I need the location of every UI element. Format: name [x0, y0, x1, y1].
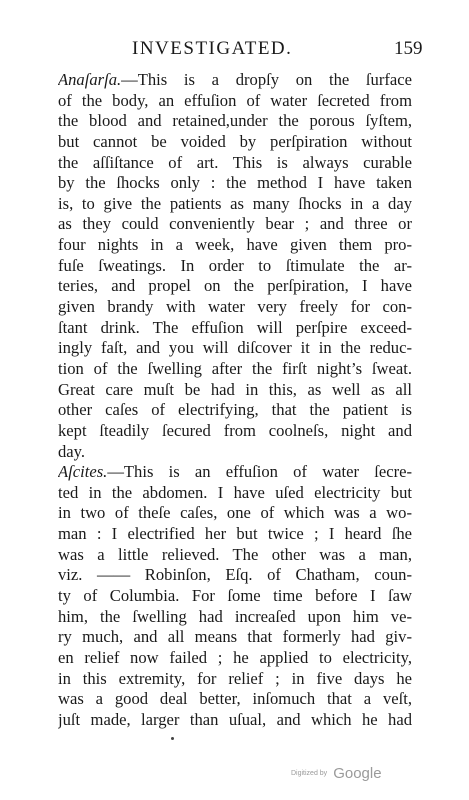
- text-line: ry much, and all means that formerly had giv-: [58, 627, 412, 647]
- text-line: him, the ſwelling had increaſed upon him ve-: [58, 606, 412, 626]
- text-line: fuſe ſweatings. In order to ſtimulate the ar-: [58, 255, 412, 275]
- text-line: tion of the ſwelling after the firſt night’s ſweat.: [58, 358, 412, 378]
- text-line: ted in the abdomen. I have uſed electricity but: [58, 482, 412, 502]
- text-line: juſt made, larger than uſual, and which he had: [58, 709, 412, 729]
- text-line: ingly faſt, and you will diſcover it in the reduc-: [58, 338, 412, 358]
- text-line: the aſſiſtance of art. This is always curable: [58, 152, 412, 172]
- section-headword: Anaſarſa.: [58, 70, 122, 89]
- digitization-watermark: [291, 764, 382, 784]
- text-line: other caſes of electrifying, that the patient is: [58, 400, 412, 420]
- ink-speck: [171, 737, 174, 740]
- text-line: as they could conveniently bear ; and three or: [58, 214, 412, 234]
- text-line: viz. —— Robinſon, Eſq. of Chatham, coun-: [58, 565, 412, 585]
- page-header: [0, 38, 469, 62]
- google-logo: Google: [333, 764, 382, 782]
- page-number: 159: [394, 38, 423, 59]
- text-line: in this extremity, for relief ; in five days he: [58, 668, 412, 688]
- text-line: by the ſhocks only : the method I have taken: [58, 173, 412, 193]
- running-head: INVESTIGATED.: [132, 38, 293, 59]
- body-text: [58, 70, 412, 731]
- text-line: ty of Columbia. For ſome time before I ſaw: [58, 586, 412, 606]
- section-headword: Aſcites.: [58, 462, 108, 482]
- text-line: of the body, an effuſion of water ſecreted from: [58, 90, 412, 110]
- text-line: day.: [58, 441, 86, 461]
- text-line: in two of theſe caſes, one of which was a wo-: [58, 503, 412, 523]
- text-line: Aſcites.—This is an effuſion of water ſecre-: [58, 462, 412, 482]
- text-line: teries, and propel on the perſpiration, I have: [58, 276, 412, 296]
- text-line: is, to give the patients as many ſhocks in a day: [58, 193, 412, 213]
- text-line: was a good deal better, inſomuch that a veſt,: [58, 689, 412, 709]
- watermark-prefix: Digitized by: [291, 769, 328, 777]
- text-line: man : I electrified her but twice ; I heard ſhe: [58, 524, 412, 544]
- text-line: was a little relieved. The other was a man,: [58, 544, 412, 564]
- text-line: kept ſteadily ſecured from coolneſs, night and: [58, 420, 412, 440]
- text-line: en relief now failed ; he applied to electricity,: [58, 647, 412, 667]
- text-line: four nights in a week, have given them pro-: [58, 235, 412, 255]
- text-line: Great care muſt be had in this, as well as all: [58, 379, 412, 399]
- text-line: the blood and retained,under the porous ſyſtem,: [58, 111, 412, 131]
- text-line: but cannot be voided by perſpiration without: [58, 131, 412, 151]
- text-line: given brandy with water very freely for con-: [58, 297, 412, 317]
- text-line: Anaſarſa.—This is a dropſy on the ſurface: [58, 70, 412, 89]
- text-line: ſtant drink. The effuſion will perſpire exceed-: [58, 317, 412, 337]
